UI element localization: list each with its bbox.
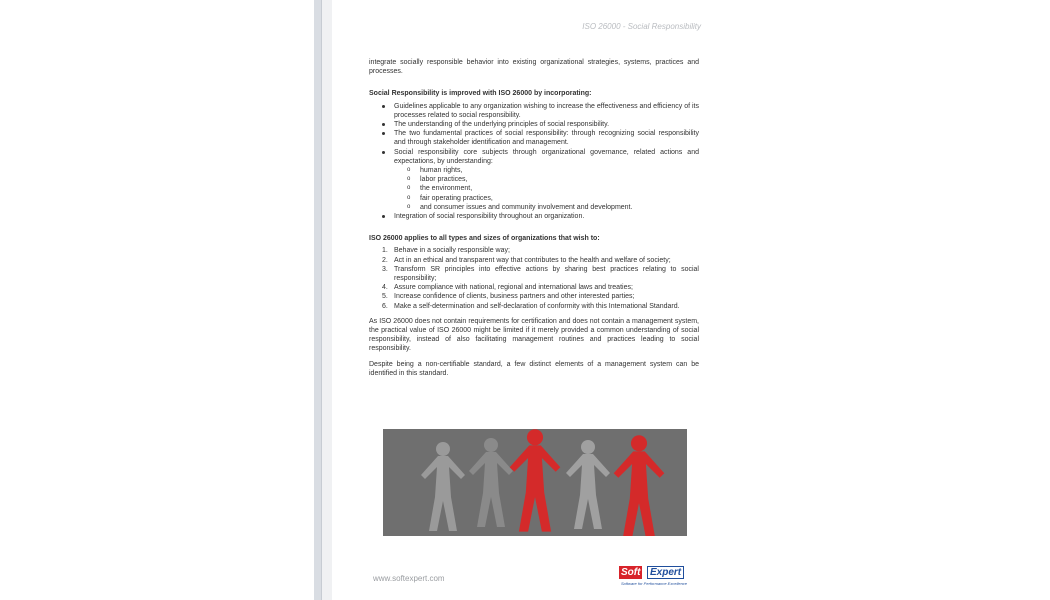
section1-bullet-list [369, 102, 699, 222]
footer-url[interactable]: www.softexpert.com [373, 574, 445, 583]
bullet-item [394, 148, 699, 212]
item-text: Transform SR principles into effective actions by sharing best practices relating to social responsibility; [394, 265, 699, 283]
sub-item: o and consumer issues and community involvement and development. [420, 203, 699, 212]
item-number: 3. [382, 265, 388, 273]
intro-paragraph: integrate socially responsible behavior into existing organizational strategies, systems, practices and processes. [369, 59, 699, 76]
item-text: Increase confidence of clients, business partners and other interested parties; [394, 293, 635, 301]
item-text: Act in an ethical and transparent way that contributes to the health and welfare of society; [394, 256, 671, 264]
paper-chain-people-image [383, 429, 687, 536]
item-number: 4. [382, 284, 388, 292]
viewer-background-right [725, 0, 1050, 600]
document-page [333, 0, 725, 600]
viewer-gutter-shadow [322, 0, 332, 600]
paragraph-management-elements: Despite being a non-certifiable standard, a few distinct elements of a management system can be identified in this standard. [369, 360, 699, 377]
item-number: 5. [382, 293, 388, 301]
bullet-item: The two fundamental practices of social responsibility: through recognizing social responsibility and through stakeholder identification and management. [394, 130, 699, 147]
sub-item: o labor practices, [420, 175, 699, 184]
sub-item: o the environment, [420, 184, 699, 193]
item-number: 2. [382, 256, 388, 264]
section2-heading: ISO 26000 applies to all types and sizes of organizations that wish to: [369, 235, 600, 243]
item-text: Behave in a socially responsible way; [394, 247, 510, 255]
item-number: 6. [382, 302, 388, 310]
logo-expert-text: Expert [647, 566, 684, 579]
item-number: 1. [382, 247, 388, 255]
paragraph-certification: As ISO 26000 does not contain requirements for certification and does not contain a management system, the practical value of ISO 26000 might be limited if it merely provided a common understanding of social responsibility, instead of also facilitating management routines and practices leading to social responsibility. [369, 317, 699, 353]
bullet-text: Social responsibility core subjects through organizational governance, related actions and expectations, by understanding: [394, 148, 699, 165]
item-text: Assure compliance with national, regional and international laws and treaties; [394, 284, 633, 292]
numbered-item [382, 246, 699, 255]
numbered-item [382, 265, 699, 283]
numbered-item [382, 256, 699, 265]
numbered-item [382, 283, 699, 292]
bullet-item: Integration of social responsibility throughout an organization. [394, 212, 699, 221]
item-text: Make a self-determination and self-declaration of conformity with this International Standard. [394, 302, 680, 310]
paper-chain-figures [383, 429, 687, 536]
sub-item: o fair operating practices, [420, 194, 699, 203]
numbered-item [382, 292, 699, 301]
viewer-gutter [314, 0, 322, 600]
sub-item: o human rights, [420, 166, 699, 175]
softexpert-logo [619, 566, 699, 588]
logo-soft-text: Soft [621, 567, 641, 578]
sub-list [394, 166, 699, 212]
bullet-item: The understanding of the underlying principles of social responsibility. [394, 120, 699, 129]
page-content [369, 58, 699, 378]
logo-tagline: Software for Performance Excellence [621, 581, 688, 586]
numbered-item [382, 302, 699, 311]
running-header: ISO 26000 - Social Responsibility [582, 22, 701, 31]
section2-numbered-list [369, 246, 699, 310]
section1-heading: Social Responsibility is improved with ISO 26000 by incorporating: [369, 90, 592, 98]
bullet-item: Guidelines applicable to any organization wishing to increase the effectiveness and efficiency of its processes related to social responsibility. [394, 102, 699, 119]
